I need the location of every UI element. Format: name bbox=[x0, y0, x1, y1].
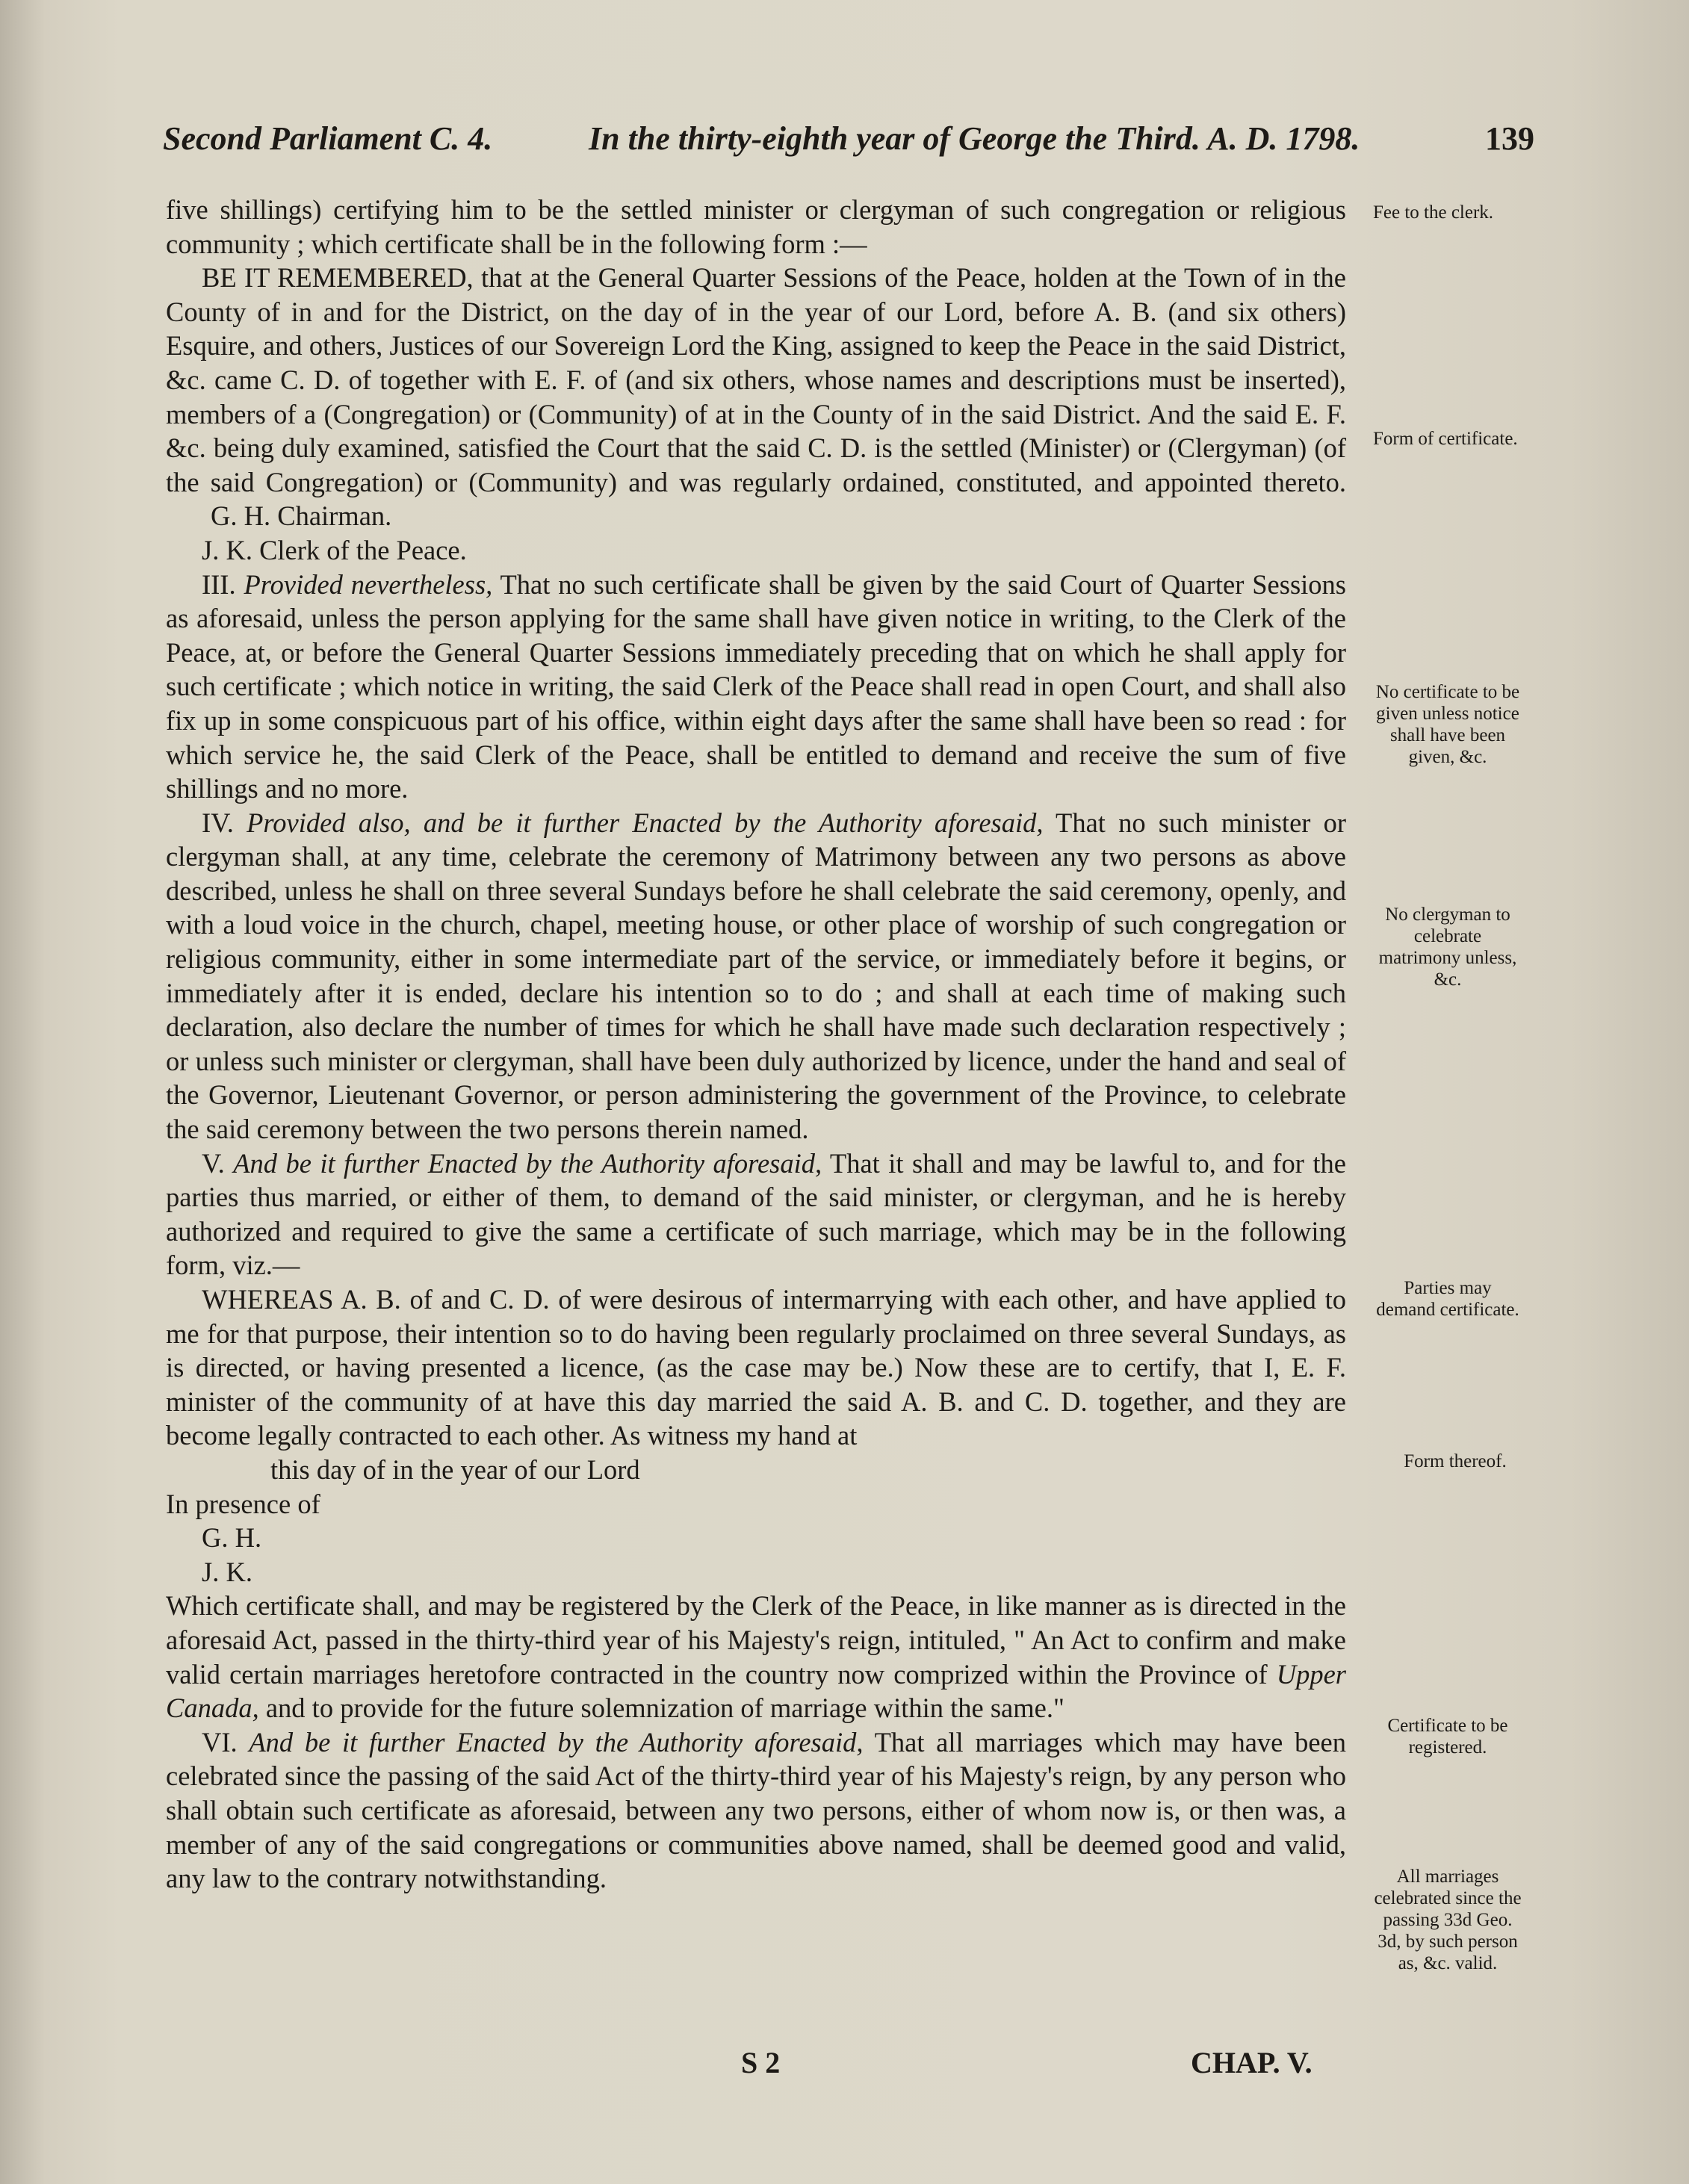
witness-gh: G. H. bbox=[202, 1522, 262, 1554]
margin-note-form-certificate: Form of certificate. bbox=[1373, 429, 1518, 449]
section-4-lead: Provided also, and be it further Enacted by the Authority aforesaid, bbox=[247, 807, 1044, 838]
margin-note-fee: Fee to the clerk. bbox=[1373, 202, 1494, 223]
margin-note-no-certificate: No certificate to be given unless notice shall have been given, &c. bbox=[1375, 682, 1520, 767]
statute-text bbox=[166, 193, 1346, 1896]
page-number: 139 bbox=[1485, 120, 1534, 157]
witness-jk: J. K. bbox=[202, 1556, 252, 1587]
section-5 bbox=[166, 1147, 1346, 1282]
section-5-numeral: V. bbox=[202, 1147, 225, 1179]
section-5-text: That it shall and may be lawful to, and for the parties thus married, or either of them, to demand of the said minister, or clergyman, and he is hereby authorized and required to give the same a certificate of such marriage, which may be in the following form, viz.— bbox=[166, 1147, 1346, 1281]
section-4-numeral: IV. bbox=[202, 807, 234, 838]
paragraph-registration bbox=[166, 1589, 1346, 1725]
registration-end: and to provide for the future solemnization of marriage within the same." bbox=[265, 1693, 1064, 1724]
section-3 bbox=[166, 568, 1346, 806]
certificate-form-text: BE IT REMEMBERED, that at the General Quarter Sessions of the Peace, holden at the Town of in the County of in and for the District, on the day of in the year of our Lord, before A. B. (and six others) Esquire, and others, Justices of our Sovereign Lord the King, assigned to keep the Peace in the said District, &c. came C. D. of together with E. F. of (and six others, whose names and descriptions must be inserted), members of a (Congregation) or (Community) of at in the County of in the said District. And the said E. F. &c. being duly examined, satisfied the Court that the said C. D. is the settled (Minister) or (Clergyman) (of the said Congregation) or (Community) and was regularly ordained, constituted, and appointed thereto. bbox=[166, 262, 1346, 497]
header-chapter: Second Parliament C. 4. bbox=[163, 120, 493, 157]
certificate-date-line: this day of in the year of our Lord bbox=[270, 1454, 640, 1485]
margin-note-form-thereof: Form thereof. bbox=[1404, 1451, 1507, 1471]
section-6-lead: And be it further Enacted by the Authority aforesaid, bbox=[249, 1726, 864, 1758]
chairman-signature: G. H. Chairman. bbox=[211, 500, 392, 532]
margin-note-registered: Certificate to be registered. bbox=[1387, 1716, 1508, 1758]
section-3-lead: Provided nevertheless, bbox=[244, 568, 493, 600]
section-6-text: That all marriages which may have been celebrated since the passing of the said Act of the thirty-third year of his Majesty's reign, by any person who shall obtain such certificate as aforesaid, between any two persons, either of whom now is, or then was, a member of any of the said congregations or communities above named, shall be deemed good and valid, any law to the contrary notwithstanding. bbox=[166, 1726, 1346, 1894]
presence-line: In presence of bbox=[166, 1488, 320, 1519]
catchword: CHAP. V. bbox=[1191, 2046, 1313, 2079]
signature-mark: S 2 bbox=[741, 2046, 781, 2079]
province-name: Upper Canada, bbox=[166, 1658, 1347, 1724]
marriage-certificate-form: WHEREAS A. B. of and C. D. of were desirous of intermarrying with each other, and have applied to me for that purpose, their intention so to do having been regularly proclaimed on three several Sundays, as is directed, or having presented a licence, (as the case may be.) Now these are to certify, that I, E. F. minister of the community of at have this day married the said A. B. and C. D. together, and they are become legally contracted to each other. As witness my hand at bbox=[166, 1284, 1346, 1451]
paragraph-certificate-form bbox=[166, 261, 1346, 533]
section-3-numeral: III. bbox=[202, 568, 236, 600]
paragraph-fee: five shillings) certifying him to be the settled minister or clergyman of such congregation or religious community ; which certificate shall be in the following form :— bbox=[166, 194, 1346, 259]
section-3-text: That no such certificate shall be given by the said Court of Quarter Sessions as aforesaid, unless the person applying for the same shall have given notice in writing, to the Clerk of the Peace, at, or before the General Quarter Sessions immediately preceding that on which he shall apply for such certificate ; which notice in writing, the said Clerk of the Peace shall read in open Court, and shall also fix up in some conspicuous part of his office, within eight days after the same shall have been so read : for which service he, the said Clerk of the Peace, shall be entitled to demand and receive the sum of five shillings and no more. bbox=[166, 568, 1347, 804]
clerk-signature: J. K. Clerk of the Peace. bbox=[202, 534, 467, 565]
section-5-lead: And be it further Enacted by the Authority aforesaid, bbox=[233, 1147, 822, 1179]
section-6-numeral: VI. bbox=[202, 1726, 238, 1758]
margin-note-all-marriages: All marriages celebrated since the passing 33d Geo. 3d, by such person as, &c. valid. bbox=[1374, 1867, 1522, 1973]
margin-note-parties: Parties may demand certificate. bbox=[1376, 1278, 1519, 1320]
section-6 bbox=[166, 1725, 1346, 1896]
margin-note-no-clergyman: No clergyman to celebrate matrimony unless, &c. bbox=[1378, 905, 1517, 990]
registration-text: Which certificate shall, and may be registered by the Clerk of the Peace, in like manner as is directed in the aforesaid Act, passed in the thirty-third year of his Majesty's reign, intituled, " An Act to confirm and make valid certain marriages heretofore contracted in the country now comprized within the Province of bbox=[166, 1590, 1346, 1690]
section-4-text: That no such minister or clergyman shall, at any time, celebrate the ceremony of Matrimony between any two persons as above described, unless he shall on three several Sundays before he shall celebrate the said ceremony, openly, and with a loud voice in the church, chapel, meeting house, or other place of worship of such congregation or religious community, either in some intermediate part of the service, or immediately before it begins, or immediately after it is ended, declare his intention so to do ; and shall at each time of making such declaration, also declare the number of times for which he shall have made such declaration respectively ; or unless such minister or clergyman, shall have been duly authorized by licence, under the hand and seal of the Governor, Lieutenant Governor, or person administering the government of the Province, to celebrate the said ceremony between the two persons therein named. bbox=[166, 807, 1346, 1145]
running-header bbox=[163, 120, 1537, 164]
header-reign: In the thirty-eighth year of George the Third. A. D. 1798. bbox=[589, 120, 1360, 157]
section-4 bbox=[166, 806, 1346, 1147]
